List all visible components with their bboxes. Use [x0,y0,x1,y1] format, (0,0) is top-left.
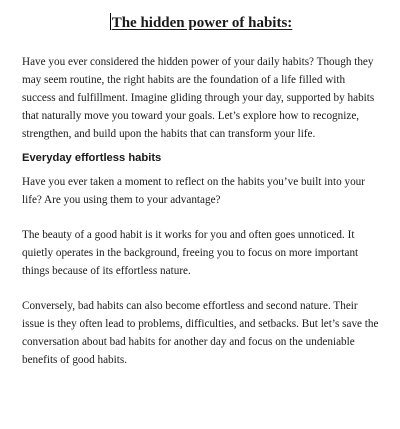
section-heading[interactable]: Everyday effortless habits [22,152,162,164]
intro-paragraph[interactable]: Have you ever considered the hidden power of your daily habits? Though they may seem routine, the right habits are the foundation of a life filled with success and fulfillment. Imagine gliding through your day, supported by habits that naturally move you toward your goals. Let’s explore how to recognize, strengthen, and build upon the habits that can transform your life. [22,56,375,140]
text-cursor [110,13,111,30]
document-body[interactable] [22,13,380,369]
document-title[interactable] [22,13,380,33]
body-paragraph-3[interactable]: Conversely, bad habits can also become effortless and second nature. Their issue is they often lead to problems, difficulties, and setbacks. But let’s save the conversation about bad habits for another day and focus on the undeniable benefits of good habits. [22,300,379,366]
document-title-text: The hidden power of habits: [111,15,293,31]
body-paragraph-2[interactable]: The beauty of a good habit is it works for you and often goes unnoticed. It quietly operates in the background, freeing you to focus on more important things because of its effortless nature. [22,229,359,277]
body-paragraph-1[interactable]: Have you ever taken a moment to reflect on the habits you’ve built into your life? Are you using them to your advantage? [22,176,365,206]
